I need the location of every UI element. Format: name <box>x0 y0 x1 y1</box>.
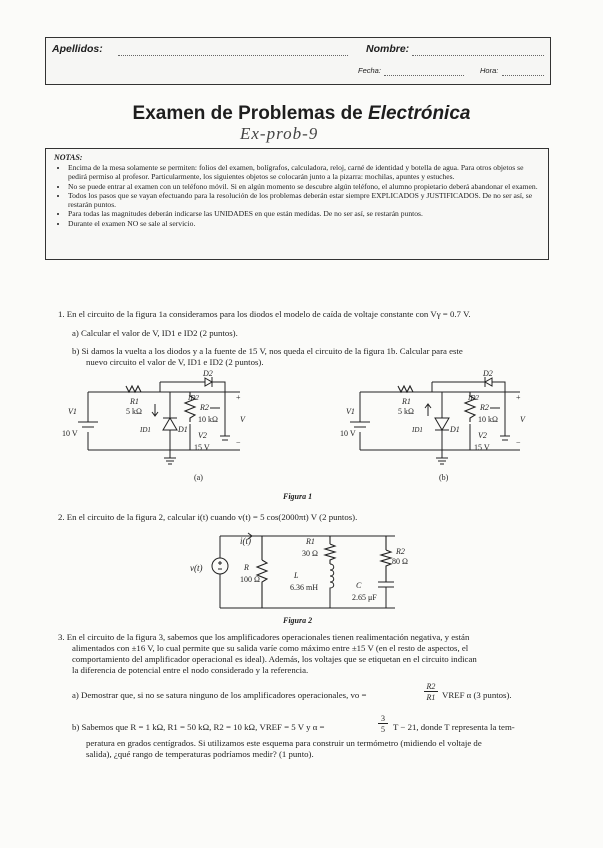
question-3b-line2: peratura en grados centígrados. Si utilizamos este esquema para construir un termómetro (midiendo el voltaje de <box>86 738 482 748</box>
fig1b-id1-label: ID1 <box>412 426 423 434</box>
fig1b-minus: − <box>516 438 521 447</box>
note-item: • No se puede entrar al examen con un teléfono móvil. Si en algún momento se descubre algún teléfono, el alumno propietario deberá abandonar el examen. <box>68 182 540 191</box>
question-3b-suffix: T − 21, donde T representa la tem- <box>393 722 515 732</box>
hora-field[interactable] <box>502 75 544 76</box>
question-3a-suffix: VREF α (3 puntos). <box>442 690 512 700</box>
note-item: • Durante el examen NO se sale al servicio. <box>68 219 540 228</box>
fig1a-id2-label: ID2 <box>188 394 199 402</box>
fig1a-r2-label: R2 <box>200 403 209 412</box>
notes-list <box>54 163 540 228</box>
question-3b-prefix: b) Sabemos que R = 1 kΩ, R1 = 50 kΩ, R2 = 10 kΩ, VREF = 5 V y α = <box>72 722 325 732</box>
fig1a-plus: + <box>236 393 241 402</box>
notes-title: NOTAS: <box>54 153 83 162</box>
note-item: • Encima de la mesa solamente se permiten: folios del examen, bolígrafos, calculadora, reloj, carné de identidad y botella de agua. Para otros objetos se pedirá permiso al profesor. Particularmente, los siguientes objetos se colocarán junto a la pizarra: mochilas, apuntes y estuches. <box>68 163 540 182</box>
fig1a-id1-label: ID1 <box>140 426 151 434</box>
apellidos-label: Apellidos: <box>52 43 103 55</box>
fig1a-v-label: V <box>240 415 245 424</box>
circuit-1a <box>62 370 246 464</box>
fig1b-v-label: V <box>520 415 525 424</box>
fig2-l-value: 6.36 mH <box>290 583 318 592</box>
question-3b-fraction-num: 3 <box>378 714 388 724</box>
notes-box <box>45 148 549 260</box>
fig2-r1-value: 30 Ω <box>302 549 318 558</box>
fig1b-id2-label: ID2 <box>468 394 479 402</box>
student-header-box <box>45 37 551 85</box>
figure-2-caption: Figura 2 <box>283 616 313 625</box>
circuit-1b <box>340 370 526 464</box>
figure-2-circuit <box>190 530 420 614</box>
fig1b-r1-label: R1 <box>402 397 411 406</box>
hora-label: Hora: <box>480 66 499 75</box>
fig1b-d2-label: D2 <box>483 370 493 378</box>
title-main: Examen de Problemas de <box>132 103 369 124</box>
fig2-it-label: i(t) <box>240 536 251 546</box>
page-title <box>0 103 603 125</box>
note-item: • Para todas las magnitudes deberán indicarse las UNIDADES en que están medidas. De no ser así, se restarán puntos. <box>68 209 540 218</box>
fecha-label: Fecha: <box>358 66 381 75</box>
question-2-text: 2. En el circuito de la figura 2, calcular i(t) cuando v(t) = 5 cos(2000πt) V (2 puntos). <box>58 512 358 522</box>
question-3a-prefix: a) Demostrar que, si no se satura ninguno de los amplificadores operacionales, vo = <box>72 690 367 700</box>
note-item: • Todos los pasos que se vayan efectuando para la resolución de los problemas deberán estar siempre EXPLICADOS y JUSTIFICADOS. De no ser así, se restarán puntos. <box>68 191 540 210</box>
fig2-r2-label: R2 <box>396 547 405 556</box>
fig2-vt-label: v(t) <box>190 563 203 573</box>
fig2-c-value: 2.65 μF <box>352 593 377 602</box>
fig1a-d1-label: D1 <box>178 425 188 434</box>
fig1b-caption: (b) <box>439 473 449 482</box>
fig2-r1-label: R1 <box>306 537 315 546</box>
fig1a-minus: − <box>236 438 241 447</box>
fig1a-v1-label: V1 <box>68 407 77 416</box>
question-3a-fraction-num: R2 <box>424 682 438 692</box>
title-emphasis: Electrónica <box>368 103 471 124</box>
fig2-r-value: 100 Ω <box>240 575 260 584</box>
fig2-r-label: R <box>244 563 249 572</box>
question-3b-line3: salida), ¿qué rango de temperaturas podríamos medir? (1 punto). <box>86 749 314 759</box>
handwritten-exam-code: Ex-prob-9 <box>240 124 319 143</box>
question-1a: a) Calcular el valor de V, ID1 e ID2 (2 puntos). <box>72 328 238 338</box>
question-3-line3: comportamiento del amplificador operacional es ideal). Además, los voltajes que se etiquetan en el circuito indican <box>72 654 477 664</box>
fig1a-r1-label: R1 <box>130 397 139 406</box>
fig1a-caption: (a) <box>194 473 203 482</box>
fig1b-v1-value: 10 V <box>340 429 356 438</box>
fig1b-v2-value: 15 V <box>474 443 490 452</box>
fig1a-r1-value: 5 kΩ <box>126 407 142 416</box>
question-3a-fraction-den: R1 <box>426 693 436 702</box>
fig1a-d2-label: D2 <box>203 370 213 378</box>
fig1b-r2-value: 10 kΩ <box>478 415 498 424</box>
figure-1-circuits <box>60 370 550 488</box>
question-1b-line2: nuevo circuito el valor de V, ID1 e ID2 (2 puntos). <box>86 357 264 367</box>
question-3b-fraction-den: 5 <box>381 725 385 734</box>
fig1a-v1-value: 10 V <box>62 429 78 438</box>
nombre-label: Nombre: <box>366 43 410 55</box>
fig2-r2-value: 80 Ω <box>392 557 408 566</box>
fig1b-r2-label: R2 <box>480 403 489 412</box>
fig1a-v2-label: V2 <box>198 431 207 440</box>
fig1b-d1-label: D1 <box>450 425 460 434</box>
figure-1-caption: Figura 1 <box>283 492 313 501</box>
fig1a-r2-value: 10 kΩ <box>198 415 218 424</box>
question-3-line2: alimentados con ±16 V, lo cual permite que su salida varíe como máximo entre ±15 V (en el resto de aspectos, el <box>72 643 469 653</box>
question-1-text: 1. En el circuito de la figura 1a consideramos para los diodos el modelo de caída de voltaje constante con Vγ = 0.7 V. <box>58 309 471 319</box>
fig1b-v1-label: V1 <box>346 407 355 416</box>
fig2-c-label: C <box>356 581 362 590</box>
fig1b-v2-label: V2 <box>478 431 487 440</box>
fig1a-v2-value: 15 V <box>194 443 210 452</box>
apellidos-field[interactable] <box>118 55 348 56</box>
question-1b-line1: b) Si damos la vuelta a los diodos y a la fuente de 15 V, nos queda el circuito de la figura 1b. Calcular para este <box>72 346 463 356</box>
fig1b-plus: + <box>516 393 521 402</box>
question-3-line4: la diferencia de potencial entre el nodo considerado y la referencia. <box>72 665 309 675</box>
fig2-l-label: L <box>294 571 299 580</box>
fecha-field[interactable] <box>384 75 464 76</box>
nombre-field[interactable] <box>412 55 544 56</box>
question-3-line1: 3. En el circuito de la figura 3, sabemos que los amplificadores operacionales tienen realimentación negativa, y están <box>58 632 470 642</box>
fig1b-r1-value: 5 kΩ <box>398 407 414 416</box>
